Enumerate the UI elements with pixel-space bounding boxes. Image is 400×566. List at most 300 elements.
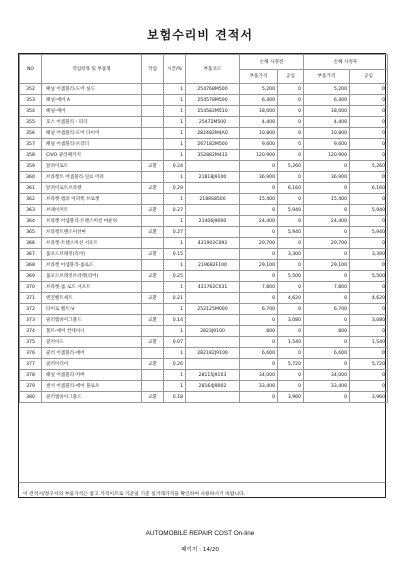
footer-brand: AUTOMOBILE REPAIR COST On-line	[145, 530, 255, 537]
row-part-price-before: 36,900	[240, 172, 278, 183]
row-part-code: 254768M500	[186, 84, 240, 95]
row-part-price-before: 0	[240, 337, 278, 348]
row-part-code: 352882M412	[186, 150, 240, 161]
row-labor-after: 0	[350, 84, 388, 95]
row-no: 380	[20, 392, 42, 403]
table-row	[20, 315, 388, 326]
row-labor-after: 1,540	[350, 337, 388, 348]
row-no: 356	[20, 128, 42, 139]
row-task: 교환	[142, 161, 164, 172]
row-qty: 1	[164, 150, 186, 161]
table-row	[20, 216, 388, 227]
row-labor-after: 0	[350, 238, 388, 249]
row-qty: 1	[164, 370, 186, 381]
row-part-price-after: 33,400	[304, 381, 350, 392]
row-part-code: 28115J9103	[186, 370, 240, 381]
row-part-price-before: 0	[240, 315, 278, 326]
row-qty: 0.27	[164, 227, 186, 238]
row-part-price-before: 0	[240, 183, 278, 194]
row-labor-before: 0	[278, 326, 304, 337]
table-row	[20, 84, 388, 95]
row-part-price-before: 33,400	[240, 381, 278, 392]
row-qty: 1	[164, 326, 186, 337]
row-work-item: 타이로 벨트-V	[42, 304, 142, 315]
row-part-code: 21406J9000	[186, 216, 240, 227]
row-part-price-after: 5,200	[304, 84, 350, 95]
row-qty: 1	[164, 139, 186, 150]
row-labor-after: 0	[350, 282, 388, 293]
row-part-price-after: 120,900	[304, 150, 350, 161]
header-task: 작업	[142, 55, 164, 84]
row-task	[142, 326, 164, 337]
row-labor-after: 0	[350, 95, 388, 106]
row-task	[142, 117, 164, 128]
row-task: 교환	[142, 205, 164, 216]
header-part-code: 부품코드	[186, 55, 240, 84]
row-labor-before: 0	[278, 139, 304, 150]
row-part-price-after: 15,400	[304, 194, 350, 205]
row-labor-after: 0	[350, 172, 388, 183]
row-part-price-after: 20,700	[304, 238, 350, 249]
row-work-item: 앞퍼이로트브라켓	[42, 183, 142, 194]
row-no: 367	[20, 249, 42, 260]
row-part-price-after: 0	[304, 392, 350, 403]
row-qty: 0.24	[164, 161, 186, 172]
table-row	[20, 359, 388, 370]
row-part-code: 21818J9100	[186, 172, 240, 183]
row-work-item: 쿨러엠바이그블드	[42, 392, 142, 403]
row-part-price-after: 9,600	[304, 139, 350, 150]
row-no: 352	[20, 84, 42, 95]
row-labor-after: 0	[350, 304, 388, 315]
row-part-code: 2180S8500	[186, 194, 240, 205]
row-labor-before: 0	[278, 106, 304, 117]
row-labor-before: 0	[278, 84, 304, 95]
row-part-price-before: 7,800	[240, 282, 278, 293]
row-work-item: 쿨러이더이	[42, 359, 142, 370]
row-part-price-after: 0	[304, 359, 350, 370]
row-qty: 0.25	[164, 271, 186, 282]
row-qty: 1	[164, 128, 186, 139]
row-labor-before: 5,500	[278, 271, 304, 282]
row-part-price-before: 0	[240, 359, 278, 370]
row-task	[142, 260, 164, 271]
row-part-price-before: 0	[240, 392, 278, 403]
table-row	[20, 139, 388, 150]
row-part-price-before: 10,800	[240, 128, 278, 139]
estimate-table-frame	[18, 53, 386, 498]
row-part-price-after: 18,000	[304, 106, 350, 117]
row-no: 359	[20, 161, 42, 172]
row-no: 379	[20, 381, 42, 392]
table-row	[20, 183, 388, 194]
table-row	[20, 348, 388, 359]
row-no: 369	[20, 271, 42, 282]
header-work-item: 작업항목 및 부품명	[42, 55, 142, 84]
row-qty: 1	[164, 84, 186, 95]
row-task	[142, 216, 164, 227]
row-part-price-before: 0	[240, 271, 278, 282]
row-part-code: 431902C092	[186, 238, 240, 249]
row-work-item: 브라켓-롤 로드 서포트	[42, 282, 142, 293]
row-labor-before: 0	[278, 117, 304, 128]
row-part-price-before: 6,300	[240, 95, 278, 106]
row-labor-before: 3,960	[278, 392, 304, 403]
row-part-code	[186, 161, 240, 172]
row-work-item: 엔진벨트세트	[42, 293, 142, 304]
row-work-item: 패널 어셈블리-도어 다이어	[42, 128, 142, 139]
row-no: 363	[20, 205, 42, 216]
row-labor-after: 5,260	[350, 161, 388, 172]
table-row	[20, 117, 388, 128]
row-labor-before: 4,620	[278, 293, 304, 304]
row-labor-after: 0	[350, 106, 388, 117]
row-labor-before: 3,080	[278, 315, 304, 326]
row-labor-after: 4,620	[350, 293, 388, 304]
row-qty: 1	[164, 282, 186, 293]
row-qty: 1	[164, 106, 186, 117]
row-labor-after: 5,940	[350, 227, 388, 238]
row-part-price-before: 18,000	[240, 106, 278, 117]
row-task	[142, 370, 164, 381]
row-task	[142, 172, 164, 183]
row-part-price-before: 800	[240, 326, 278, 337]
row-qty: 0.27	[164, 205, 186, 216]
header-part-price-after: 부품가격	[304, 69, 350, 84]
row-task	[142, 95, 164, 106]
row-task	[142, 194, 164, 205]
document-title: 보험수리비 견적서	[147, 28, 253, 42]
row-qty: 1	[164, 216, 186, 227]
row-part-price-after: 800	[304, 326, 350, 337]
row-part-price-after: 6,600	[304, 348, 350, 359]
row-work-item: 브라켓-트랜스미션 서포트	[42, 238, 142, 249]
row-part-code: 25472M500	[186, 117, 240, 128]
header-no: NO	[20, 55, 42, 84]
row-part-code: 2823J9100	[186, 326, 240, 337]
row-qty: 1	[164, 194, 186, 205]
row-no: 377	[20, 359, 42, 370]
row-part-price-before: 9,600	[240, 139, 278, 150]
table-row	[20, 282, 388, 293]
row-labor-after: 0	[350, 381, 388, 392]
row-no: 355	[20, 117, 42, 128]
row-work-item: 패널 어셈블리-브리더	[42, 139, 142, 150]
row-part-price-after: 0	[304, 205, 350, 216]
row-task: 교환	[142, 293, 164, 304]
row-part-price-after: 0	[304, 249, 350, 260]
row-part-price-before: 0	[240, 293, 278, 304]
row-labor-before: 0	[278, 95, 304, 106]
row-labor-before: 0	[278, 194, 304, 205]
row-no: 375	[20, 337, 42, 348]
header-qty: 시간/%	[164, 55, 186, 84]
row-part-price-before: 0	[240, 161, 278, 172]
table-row	[20, 194, 388, 205]
row-labor-before: 3,300	[278, 249, 304, 260]
table-row	[20, 304, 388, 315]
row-part-price-after: 0	[304, 315, 350, 326]
row-qty: 1	[164, 172, 186, 183]
row-labor-after: 0	[350, 194, 388, 205]
row-labor-after: 6,160	[350, 183, 388, 194]
row-labor-before: 5,940	[278, 227, 304, 238]
row-labor-before: 5,720	[278, 359, 304, 370]
row-labor-before: 0	[278, 282, 304, 293]
row-part-price-after: 0	[304, 271, 350, 282]
row-part-price-before: 0	[240, 227, 278, 238]
row-work-item: 브라켓 어셈블리-트랜스미션 마운팅	[42, 216, 142, 227]
row-labor-before: 0	[278, 348, 304, 359]
row-qty: 0.07	[164, 337, 186, 348]
table-row	[20, 392, 388, 403]
row-part-code	[186, 205, 240, 216]
row-work-item: 앞퍼이로트	[42, 161, 142, 172]
row-labor-after: 0	[350, 139, 388, 150]
row-work-item: 센서 어셈블리-에어 플로우	[42, 381, 142, 392]
row-part-price-after: 29,100	[304, 260, 350, 271]
row-part-price-after: 0	[304, 183, 350, 194]
header-before-adjust: 손해 사정전	[240, 55, 304, 70]
row-qty: 1	[164, 348, 186, 359]
row-qty: 1	[164, 238, 186, 249]
row-part-code	[186, 183, 240, 194]
row-labor-before: 0	[278, 381, 304, 392]
row-task: 교환	[142, 227, 164, 238]
estimate-rows	[20, 84, 388, 403]
row-no: 354	[20, 106, 42, 117]
row-no: 374	[20, 326, 42, 337]
row-work-item: 패널 어셈블리-커버	[42, 370, 142, 381]
row-task: 교환	[142, 359, 164, 370]
row-labor-after: 0	[350, 216, 388, 227]
row-part-price-before: 20,700	[240, 238, 278, 249]
row-labor-after: 5,940	[350, 205, 388, 216]
row-part-price-before: 29,100	[240, 260, 278, 271]
row-part-price-before: 34,000	[240, 370, 278, 381]
row-part-price-before: 6,700	[240, 304, 278, 315]
row-qty: 0.26	[164, 359, 186, 370]
header-labor-after: 공임	[350, 69, 388, 84]
row-no: 373	[20, 315, 42, 326]
row-part-price-after: 0	[304, 227, 350, 238]
row-part-code: 28164J9002	[186, 381, 240, 392]
row-task: 교환	[142, 183, 164, 194]
row-part-price-before: 4,400	[240, 117, 278, 128]
row-no: 368	[20, 260, 42, 271]
row-labor-after: 3,960	[350, 392, 388, 403]
row-part-code: 254582M510	[186, 106, 240, 117]
row-part-code	[186, 392, 240, 403]
row-work-item: 볼트-에어 컨테이너	[42, 326, 142, 337]
row-work-item: 브라켓-앰퍼 어퍼쪽 브로켓	[42, 194, 142, 205]
row-task	[142, 128, 164, 139]
row-labor-before: 1,540	[278, 337, 304, 348]
row-task	[142, 238, 164, 249]
row-labor-before: 0	[278, 172, 304, 183]
row-task: 교환	[142, 337, 164, 348]
row-part-price-after: 0	[304, 337, 350, 348]
table-row	[20, 249, 388, 260]
row-work-item: CIVO 쿨러패키지	[42, 150, 142, 161]
row-part-code: 267182M500	[186, 139, 240, 150]
row-no: 357	[20, 139, 42, 150]
row-qty: 0.14	[164, 315, 186, 326]
row-qty: 0.29	[164, 183, 186, 194]
table-row	[20, 271, 388, 282]
row-labor-after: 0	[350, 117, 388, 128]
row-part-code: 282182J9100	[186, 348, 240, 359]
row-labor-after: 0	[350, 128, 388, 139]
row-part-code: 252125M000	[186, 304, 240, 315]
row-labor-before: 5,260	[278, 161, 304, 172]
row-part-price-after: 4,400	[304, 117, 350, 128]
page-indicator: 페이지 : 14/20	[181, 547, 219, 553]
row-part-price-after: 0	[304, 293, 350, 304]
row-part-price-before: 15,400	[240, 194, 278, 205]
row-part-code	[186, 227, 240, 238]
row-part-price-after: 7,800	[304, 282, 350, 293]
row-task	[142, 348, 164, 359]
row-work-item: 패널 어셈블리-도어 실드	[42, 84, 142, 95]
row-no: 370	[20, 282, 42, 293]
row-no: 362	[20, 194, 42, 205]
row-work-item: 브래이커트	[42, 205, 142, 216]
row-qty: 0.21	[164, 293, 186, 304]
row-work-item: 쿨러 어셈블리-에어	[42, 348, 142, 359]
row-labor-after: 3,080	[350, 315, 388, 326]
table-row	[20, 370, 388, 381]
table-row	[20, 106, 388, 117]
row-part-code	[186, 271, 240, 282]
row-qty: 1	[164, 381, 186, 392]
table-row	[20, 260, 388, 271]
row-part-price-before: 0	[240, 205, 278, 216]
row-labor-before: 0	[278, 260, 304, 271]
row-no: 353	[20, 95, 42, 106]
row-labor-after: 0	[350, 348, 388, 359]
row-labor-after: 5,720	[350, 359, 388, 370]
row-qty: 1	[164, 117, 186, 128]
estimate-table	[19, 54, 388, 403]
row-work-item: 쿨러엠바이그블드	[42, 315, 142, 326]
row-part-price-after: 24,400	[304, 216, 350, 227]
row-work-item: 브라켓 어셈블리-롤로드	[42, 260, 142, 271]
disclaimer-note: 이 견적서/청구서의 부품가격은 참고 가격이므로 기준일 기준 실거래가격을 확인하여 사용하시기 바랍니다.	[23, 492, 246, 497]
row-task	[142, 381, 164, 392]
table-row	[20, 128, 388, 139]
row-labor-before: 0	[278, 238, 304, 249]
table-row	[20, 95, 388, 106]
row-labor-before: 5,940	[278, 205, 304, 216]
row-part-price-after: 0	[304, 161, 350, 172]
row-no: 364	[20, 216, 42, 227]
row-part-price-after: 6,700	[304, 304, 350, 315]
row-labor-before: 0	[278, 370, 304, 381]
header-part-price-before: 부품가격	[240, 69, 278, 84]
row-qty: 0.15	[164, 249, 186, 260]
header-after-adjust: 손해 사정후	[304, 55, 388, 70]
table-row	[20, 150, 388, 161]
row-labor-after: 0	[350, 326, 388, 337]
row-part-code: 431762C031	[186, 282, 240, 293]
row-task: 교환	[142, 392, 164, 403]
row-labor-before: 0	[278, 150, 304, 161]
row-no: 366	[20, 238, 42, 249]
row-task: 교환	[142, 249, 164, 260]
header-labor-before: 공임	[278, 69, 304, 84]
row-labor-after: 0	[350, 370, 388, 381]
row-work-item: 브라켓트 어셈블리-연료 어퍼	[42, 172, 142, 183]
row-part-price-before: 5,200	[240, 84, 278, 95]
row-labor-before: 6,160	[278, 183, 304, 194]
row-part-code: 219682F100	[186, 260, 240, 271]
row-labor-after: 0	[350, 260, 388, 271]
table-row	[20, 238, 388, 249]
row-qty: 0.18	[164, 392, 186, 403]
row-part-price-before: 6,600	[240, 348, 278, 359]
row-labor-before: 0	[278, 216, 304, 227]
table-row	[20, 227, 388, 238]
row-part-price-after: 6,300	[304, 95, 350, 106]
row-part-price-after: 34,000	[304, 370, 350, 381]
row-part-price-after: 10,800	[304, 128, 350, 139]
row-work-item: 패널-에어	[42, 106, 142, 117]
row-qty: 1	[164, 95, 186, 106]
row-labor-after: 3,300	[350, 249, 388, 260]
row-qty: 1	[164, 260, 186, 271]
row-part-code: 282482M4A0	[186, 128, 240, 139]
row-task	[142, 282, 164, 293]
row-no: 365	[20, 227, 42, 238]
row-task	[142, 304, 164, 315]
row-labor-before: 0	[278, 128, 304, 139]
row-part-code	[186, 249, 240, 260]
row-part-code	[186, 315, 240, 326]
row-part-price-before: 24,400	[240, 216, 278, 227]
row-no: 361	[20, 183, 42, 194]
table-row	[20, 161, 388, 172]
row-qty: 1	[164, 304, 186, 315]
row-part-code	[186, 293, 240, 304]
row-part-code: 254578M500	[186, 95, 240, 106]
row-work-item: 롤포드브래킷브라켓(리어)	[42, 271, 142, 282]
row-labor-before: 0	[278, 304, 304, 315]
table-row	[20, 337, 388, 348]
row-labor-after: 5,500	[350, 271, 388, 282]
row-part-code	[186, 359, 240, 370]
row-no: 378	[20, 370, 42, 381]
row-no: 372	[20, 304, 42, 315]
table-row	[20, 381, 388, 392]
table-row	[20, 293, 388, 304]
row-no: 358	[20, 150, 42, 161]
row-work-item: 쿨러이드	[42, 337, 142, 348]
row-no: 371	[20, 293, 42, 304]
row-no: 360	[20, 172, 42, 183]
row-work-item: 호스 어셈블리 - 피더	[42, 117, 142, 128]
row-part-code	[186, 337, 240, 348]
row-part-price-after: 36,900	[304, 172, 350, 183]
row-task	[142, 84, 164, 95]
row-labor-after: 0	[350, 150, 388, 161]
table-row	[20, 205, 388, 216]
row-work-item: 브라켓트랜스미션마	[42, 227, 142, 238]
row-task: 교환	[142, 315, 164, 326]
row-work-item: 패널-에어 A	[42, 95, 142, 106]
table-row	[20, 172, 388, 183]
table-row	[20, 326, 388, 337]
